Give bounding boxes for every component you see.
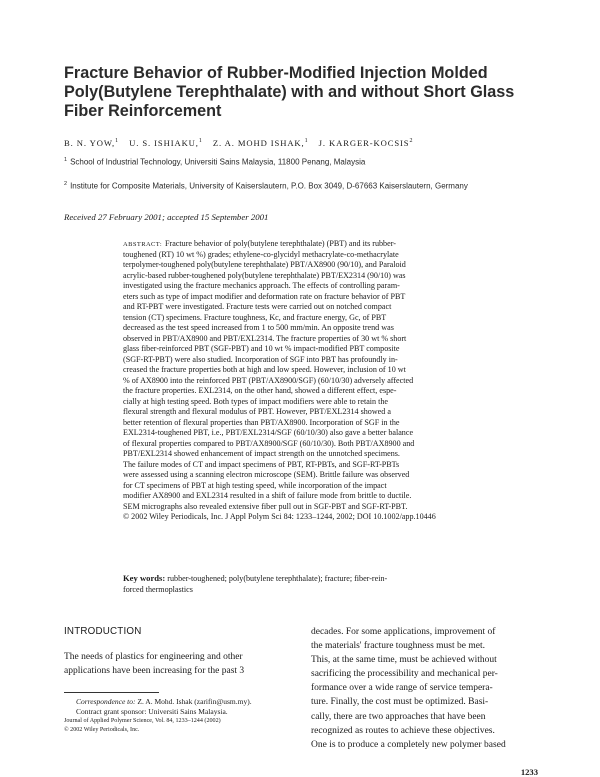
author: Z. A. MOHD ISHAK,$^1$	[212, 138, 308, 148]
abstract-line: acrylic-based rubber-toughened poly(butylene terephthalate) PBT/EX2314 (90/10) was	[123, 270, 406, 280]
author: J. KARGER-KOCSIS$^2$	[318, 138, 413, 148]
abstract-line: creased the fracture properties both at high and low speed. However, inclusion of 10 wt	[123, 365, 406, 374]
grant-note: Contract grant sponsor: Universiti Sains Malaysia.	[76, 707, 228, 717]
title-line: Poly(Butylene Terephthalate) with and without Short Glass	[64, 83, 515, 101]
abstract-line: terpolymer-toughened poly(butylene terephthalate) PBT/AX8900 (90/10), and Paraloid	[123, 260, 406, 269]
body-text-line: This, at the same time, must be achieved without	[311, 655, 497, 666]
body-text-line: recognized as routes to achieve these objectives.	[311, 725, 495, 736]
body-text-line: ture. Finally, the cost must be optimized. Basi-	[311, 697, 489, 708]
abstract-line: (SGF-RT-PBT) were also studied. Incorporation of SGF into PBT has profoundly in-	[123, 354, 398, 364]
author: U. S. ISHIAKU,$^1$	[129, 138, 202, 148]
abstract-line: glass fiber-reinforced PBT (SGF-PBT) and 10 wt % impact-modified PBT composite	[123, 344, 400, 353]
abstract-line: eters such as type of impact modifier and deformation rate on fracture behavior of PBT	[123, 291, 406, 301]
abstract-line: were assessed using a scanning electron microscope (SEM). Brittle failure was observed	[123, 470, 410, 479]
article-title	[64, 64, 544, 121]
abstract-line: decreased as the test speed increased from 1 to 500 mm/min. An opposite trend was	[123, 323, 394, 332]
abstract-line: for CT specimens of PBT at high testing speed, while incorporation of the impact	[123, 480, 387, 490]
affiliation-2: $^2$ Institute for Composite Materials, University of Kaiserslautern, P.O. Box 3049, D-67663 Kaiserslautern, Germany	[64, 181, 468, 191]
body-text-line: cally, there are two approaches that have been	[311, 711, 486, 722]
abstract-line: toughened (RT) 10 wt %) grades; ethylene-co-glycidyl methacrylate-co-methacrylate	[123, 249, 399, 259]
abstract-body	[123, 250, 538, 523]
body-text-line: decades. For some applications, improvement of	[311, 627, 496, 637]
received-dates: Received 27 February 2001; accepted 15 September 2001	[64, 212, 269, 222]
abstract-label: ABSTRACT:	[123, 241, 163, 248]
abstract-line: tension (CT) specimens. Fracture toughness, Kc, and fracture energy, Gc, of PBT	[123, 312, 387, 322]
introduction-left-column	[64, 650, 300, 678]
body-text-line: One is to produce a completely new polymer based	[311, 739, 506, 750]
abstract-line: modifier AX8900 and EXL2314 resulted in a shift of failure mode from brittle to ductile.	[123, 491, 412, 500]
affiliation-1: $^1$ School of Industrial Technology, Universiti Sains Malaysia, 11800 Penang, Malaysia	[64, 157, 366, 167]
footnote-divider	[64, 692, 159, 693]
correspondence-note: Correspondence to: Z. A. Mohd. Ishak (zarifin@usm.my).	[76, 697, 252, 706]
abstract-line: © 2002 Wiley Periodicals, Inc. J Appl Polym Sci 84: 1233–1244, 2002; DOI 10.1002/app.10446	[123, 512, 436, 521]
abstract-line: ABSTRACT: Fracture behavior of poly(butylene terephthalate) (PBT) and its rubber-	[123, 239, 396, 248]
abstract-line: PBT/EXL2314 showed enhancement of impact strength on the unnotched specimens.	[123, 449, 400, 458]
copyright-note: © 2002 Wiley Periodicals, Inc.	[64, 726, 140, 733]
body-text-line: The needs of plastics for engineering and other	[64, 652, 243, 662]
abstract-line: observed in PBT/AX8900 and PBT/EXL2314. The fracture properties of 30 wt % short	[123, 333, 407, 343]
abstract-line: better retention of flexural properties than PBT/AX8900. Incorporation of SGF in the	[123, 417, 400, 427]
introduction-right-column	[311, 625, 537, 752]
author-list	[64, 138, 420, 148]
abstract-line: cially at high testing speed. Both types of impact modifiers were able to retain the	[123, 396, 388, 406]
abstract-line: the fracture properties. EXL2314, on the other hand, showed a different effect, espe-	[123, 386, 397, 395]
abstract-line: SEM micrographs also revealed extensive fiber pull out in SGF-PBT and SGF-RT-PBT.	[123, 501, 408, 511]
keywords: Key words: rubber-toughened; poly(butylene terephthalate); fracture; fiber-rein- forced thermoplastics	[123, 573, 388, 594]
abstract-line: investigated using the fracture mechanics approach. The effects of controlling param-	[123, 281, 400, 290]
abstract-line: EXL2314-toughened PBT, i.e., PBT/EXL2314/SGF (60/10/30) also gave a better balance	[123, 428, 414, 437]
author: B. N. YOW,$^1$	[64, 138, 119, 148]
title-line: Fiber Reinforcement	[64, 102, 222, 120]
abstract-line: of flexural properties compared to PBT/AX8900/SGF (60/10/30). Both PBT/AX8900 and	[123, 438, 415, 448]
section-heading-introduction: INTRODUCTION	[64, 626, 142, 637]
abstract	[123, 239, 538, 523]
page-number: 1233	[520, 767, 538, 777]
abstract-line: flexural strength and flexural modulus of PBT. However, PBT/EXL2314 showed a	[123, 407, 391, 416]
title-line: Fracture Behavior of Rubber-Modified Injection Molded	[64, 64, 488, 82]
abstract-line: % of AX8900 into the reinforced PBT (PBT/AX8900/SGF) (60/10/30) adversely affected	[123, 375, 414, 385]
abstract-line: and RT-PBT were investigated. Fracture tests were carried out on notched compact	[123, 302, 392, 311]
body-text-line: applications have been increasing for the past 3	[64, 666, 245, 677]
body-text-line: sacrificing the processibility and mechanical per-	[311, 669, 498, 680]
body-text-line: formance over a wide range of service tempera-	[311, 683, 493, 694]
footnotes	[64, 697, 300, 734]
abstract-line: The failure modes of CT and impact specimens of PBT, RT-PBTs, and SGF-RT-PBTs	[123, 459, 400, 469]
keywords-label: Key words:	[123, 573, 166, 583]
journal-citation: Journal of Applied Polymer Science, Vol. 84, 1233–1244 (2002)	[64, 718, 221, 725]
body-text-line: the materials' fracture toughness must be met.	[311, 641, 485, 652]
